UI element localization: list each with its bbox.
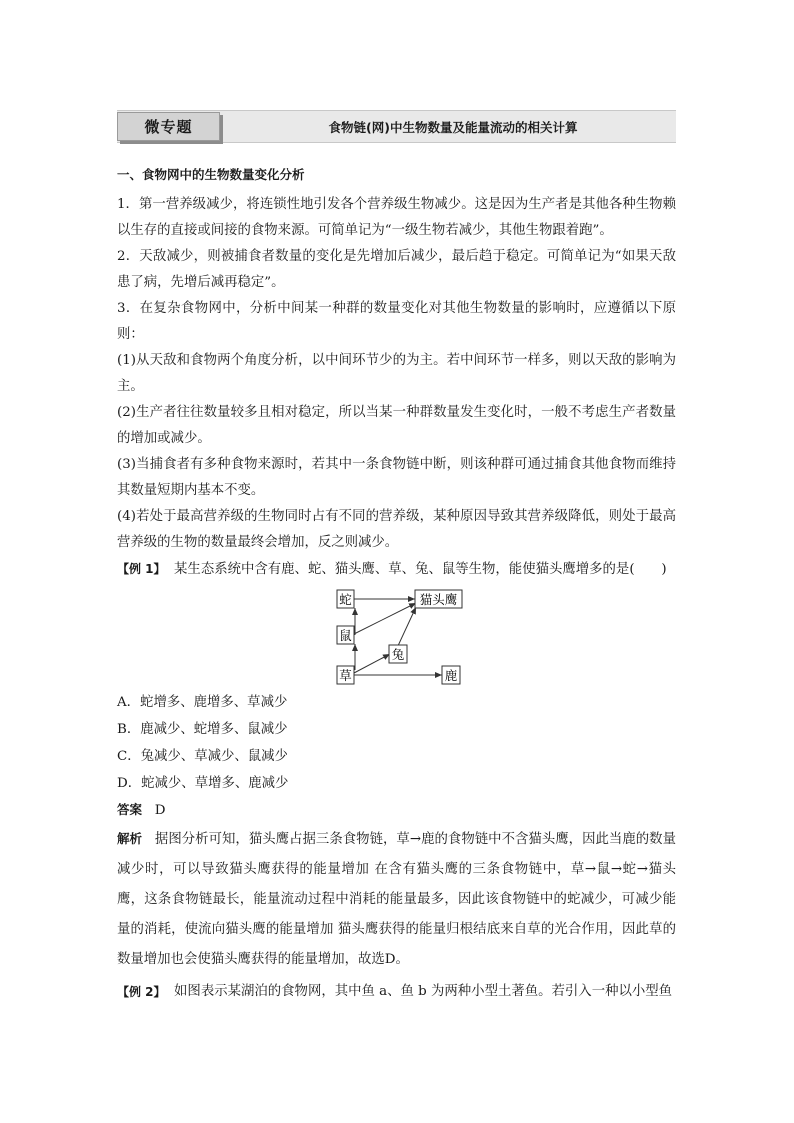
food-web-svg <box>117 585 676 685</box>
paragraph-3: 3．在复杂食物网中，分析中间某一种群的数量变化对其他生物数量的影响时，应遵循以下原则： <box>117 301 676 342</box>
node-deer <box>442 666 460 684</box>
svg-text:兔: 兔 <box>391 647 405 662</box>
answer-line <box>117 797 676 824</box>
example-1-text: 某生态系统中含有鹿、蛇、猫头鹰、草、兔、鼠等生物，能使猫头鹰增多的是( ) <box>174 562 667 577</box>
page-title: 食物链(网)中生物数量及能量流动的相关计算 <box>328 119 578 135</box>
rule-3: (3)当捕食者有多种食物来源时，若其中一条食物链中断，则该种群可通过捕食其他食物而维持其数量短期内基本不变。 <box>117 457 676 498</box>
analysis <box>117 824 676 975</box>
paragraph-1: 1．第一营养级减少，将连锁性地引发各个营养级生物减少。这是因为生产者是其他各种生物赖以生存的直接或间接的食物来源。可简单记为“一级生物若减少，其他生物跟着跑”。 <box>117 197 676 238</box>
example-2-question <box>117 979 676 1005</box>
edge-rabbit-owl <box>397 607 416 648</box>
analysis-text: 据图分析可知，猫头鹰占据三条食物链，草→鹿的食物链中不含猫头鹰，因此当鹿的数量减少时，可以导致猫头鹰获得的能量增加 在含有猫头鹰的三条食物链中，草→鼠→蛇→猫头鹰，这条食物链最长，能量流动过程中消耗的能量最多，因此该食物链中的蛇减少，可减少能量的消耗，使流向猫头鹰的能量增加 猫头鹰获得的能量归根结底来自草的光合作用，因此草的数量增加也会使猫头鹰获得的能量增加，故选D。 <box>117 832 676 967</box>
svg-text:草: 草 <box>339 668 352 683</box>
node-owl <box>415 590 462 608</box>
rule-4: (4)若处于最高营养级的生物同时占有不同的营养级，某种原因导致其营养级降低，则处于最高营养级的生物的数量最终会增加，反之则减少。 <box>117 509 676 550</box>
svg-text:鼠: 鼠 <box>339 628 352 643</box>
example-2-text: 如图表示某湖泊的食物网，其中鱼 a、鱼 b 为两种小型土著鱼。若引入一种以小型鱼 <box>174 984 673 999</box>
rule-2: (2)生产者往往数量较多且相对稳定，所以当某一种群数量发生变化时，一般不考虑生产者数量的增加或减少。 <box>117 405 676 446</box>
edge-grass-rabbit <box>354 654 390 673</box>
answer-label: 答案 <box>117 802 143 817</box>
rule-1: (1)从天敌和食物两个角度分析，以中间环节少的为主。若中间环节一样多，则以天敌的影响为主。 <box>117 353 676 394</box>
answer-value: D <box>154 803 166 818</box>
svg-text:鹿: 鹿 <box>444 668 458 683</box>
paragraph-2: 2．天敌减少，则被捕食者数量的变化是先增加后减少，最后趋于稳定。可简单记为“如果天敌患了病，先增后减再稳定”。 <box>117 249 676 290</box>
node-rabbit <box>389 645 407 663</box>
document-body <box>117 165 676 1005</box>
svg-text:蛇: 蛇 <box>339 592 352 607</box>
svg-text:猫头鹰: 猫头鹰 <box>419 592 458 607</box>
option-a: A．蛇增多、鹿增多、草减少 <box>117 695 288 710</box>
node-grass <box>337 666 354 684</box>
example-2-tag: 【例 2】 <box>117 985 166 999</box>
node-mouse <box>337 626 354 644</box>
example-1-question <box>117 556 676 583</box>
example-1-options <box>117 689 676 797</box>
option-d: D．蛇减少、草增多、鹿减少 <box>117 776 289 791</box>
node-snake <box>337 590 354 608</box>
option-c: C．兔减少、草减少、鼠减少 <box>117 749 288 764</box>
topic-badge: 微专题 <box>117 112 220 141</box>
analysis-label: 解析 <box>117 831 143 846</box>
edge-mouse-owl <box>354 603 416 634</box>
food-web-diagram <box>117 585 676 685</box>
example-1-tag: 【例 1】 <box>117 562 166 576</box>
option-b: B．鹿减少、蛇增多、鼠减少 <box>117 722 288 737</box>
section-heading: 一、食物网中的生物数量变化分析 <box>117 167 305 182</box>
